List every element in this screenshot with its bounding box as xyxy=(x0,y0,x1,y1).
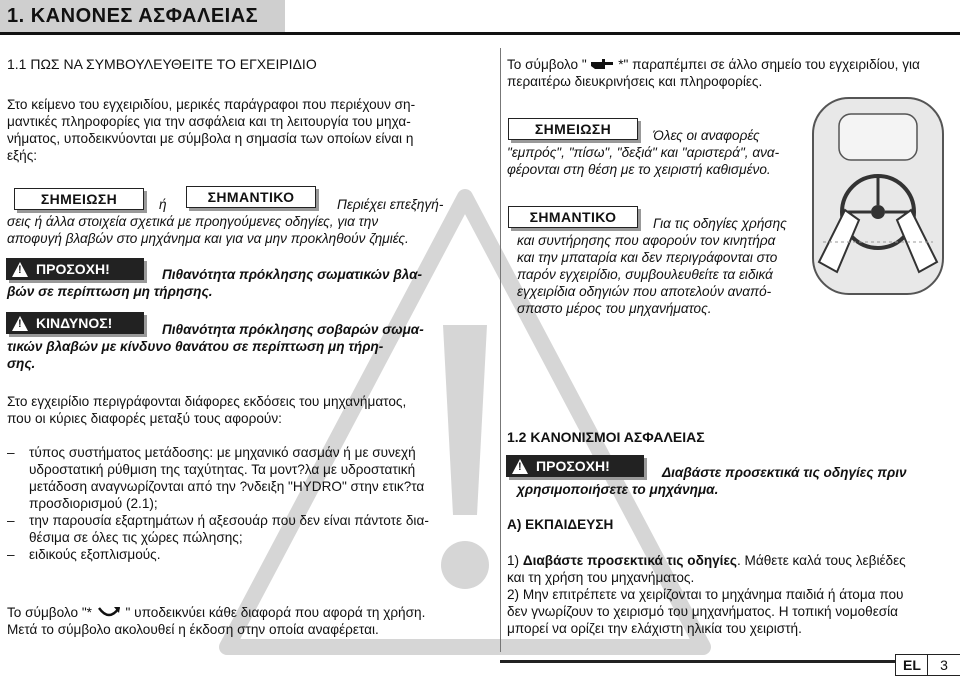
danger-label-box: ! ΚΙΝΔΥΝΟΣ! xyxy=(6,312,144,334)
danger-explanation: Πιθανότητα πρόκλησης σοβαρών σωμα- τικών βλαβών με κίνδυνο θανάτου σε περίπτωση μη τήρη- σης. xyxy=(7,322,424,371)
version-symbol-icon xyxy=(96,606,122,618)
versions-paragraph: Στο εγχειρίδιο περιγράφονται διάφορες εκδόσεις του μηχανήματος, που οι κύριες διαφορές μεταξύ τους αφορούν: xyxy=(7,394,407,426)
intro-paragraph: Στο κείμενο του εγχειριδίου, μερικές παράγραφοι που περιέχουν ση- μαντικές πληροφορίες για την ασφάλεια και τη λειτουργία του μηχα- νήματος, υποδεικνύονται με σύμβολα η σημασία των οποίων είναι η εξής: xyxy=(7,97,416,163)
symbol-paragraph: Το σύμβολο "* " υποδεικνύει κάθε διαφορά που αφορά τη χρήση. Μετά το σύμβολο ακολουθεί η έκδοση στην οποία αναφέρεται. xyxy=(7,605,426,637)
versions-list xyxy=(7,444,492,563)
list-item: – ειδικούς εξοπλισμούς. xyxy=(7,547,161,562)
warning-label-box: ! ΠΡΟΣΟΧΗ! xyxy=(6,258,144,280)
reference-paragraph: Το σύμβολο " *" παραπέμπει σε άλλο σημείο του εγχειριδίου, για περαιτέρω διευκρινήσεις και πληροφορίες. xyxy=(507,57,920,89)
section-1-1-heading: 1.1 ΠΩΣ ΝΑ ΣΥΜΒΟΥΛΕΥΘΕΙΤΕ ΤΟ ΕΓΧΕΙΡΙΔΙΟ xyxy=(7,56,317,72)
right-note-explanation: Όλες οι αναφορές "εμπρός", "πίσω", "δεξιά" και "αριστερά", ανα- φέρονται στη θέση με το χειριστή καθισμένο. xyxy=(507,128,780,177)
training-item-1: 1) Διαβάστε προσεκτικά τις οδηγίες. Μάθετε καλά τους λεβιέδες και τη χρήση του μηχανήματος. xyxy=(507,553,906,585)
or-text: ή xyxy=(159,197,167,212)
note-label-box: ΣΗΜΕΙΩΣΗ xyxy=(14,188,144,210)
pointing-hand-icon xyxy=(590,58,614,70)
right-important-label-box: ΣΗΜΑΝΤΙΚΟ xyxy=(508,206,638,228)
page-number: 3 xyxy=(927,654,960,676)
section-1-2-warning-text: Διαβάστε προσεκτικά τις οδηγίες πριν χρησιμοποιήσετε το μηχάνημα. xyxy=(517,465,907,497)
list-item: – τύπος συστήματος μετάδοσης: με μηχανικό σασμάν ή με συνεχή υδροστατική ρύθμιση της ταχύτητας. Τα μοντ?λα με υδροστατική μετάδοση αναγνωρίζονται από την ?νδειξη "HYDRO" στην ετικ?τα προσδιορισμού (2.1); xyxy=(7,445,425,511)
section-1-2-warning-box: ! ΠΡΟΣΟΧΗ! xyxy=(506,455,644,477)
section-1-2-heading: 1.2 ΚΑΝΟΝΙΣΜΟΙ ΑΣΦΑΛΕΙΑΣ xyxy=(507,429,705,445)
right-important-explanation: Για τις οδηγίες χρήσης και συντήρησης που αφορούν τον κινητήρα και την μπαταρία και δεν περιγράφονται στο παρόν εγχειρίδιο, συμβουλευθείτε τα ειδικά εγχειρίδια οδηγιών που αποτελούν αναπό- σπαστο μέρος του μηχανήματος. xyxy=(517,216,787,316)
warning-explanation: Πιθανότητα πρόκλησης σωματικών βλα- βών σε περίπτωση μη τήρησης. xyxy=(7,267,423,299)
operator-seat-illustration xyxy=(803,92,953,302)
training-item-2: 2) Μην επιτρέπετε να χειρίζονται το μηχάνημα παιδιά ή άτομα που δεν γνωρίζουν το χειρισμό του μηχανήματος. Η τοπική νομοθεσία μπορεί να ορίζει την ελάχιστη ηλικία του χειριστή. xyxy=(507,587,904,636)
right-note-label-box: ΣΗΜΕΙΩΣΗ xyxy=(508,118,638,140)
footer-rule xyxy=(500,660,895,663)
page-title: 1. ΚΑΝΟΝΕΣ ΑΣΦΑΛΕΙΑΣ xyxy=(7,5,259,27)
column-divider xyxy=(500,48,501,652)
list-item: – την παρουσία εξαρτημάτων ή αξεσουάρ που δεν είναι πάντοτε δια- θέσιμα σε όλες τις χώρες πώλησης; xyxy=(7,513,429,545)
language-badge: EL xyxy=(895,654,929,676)
note-explanation: Περιέχει επεξηγή- σεις ή άλλα στοιχεία σχετικά με προηγούμενες οδηγίες, για την αποφυγή βλαβών στο μηχάνημα και για να μην προκληθούν ζημιές. xyxy=(7,197,444,246)
important-label-box: ΣΗΜΑΝΤΙΚΟ xyxy=(186,186,316,208)
training-heading: Α) ΕΚΠΑΙΔΕΥΣΗ xyxy=(507,517,614,532)
header-rule xyxy=(0,32,960,35)
